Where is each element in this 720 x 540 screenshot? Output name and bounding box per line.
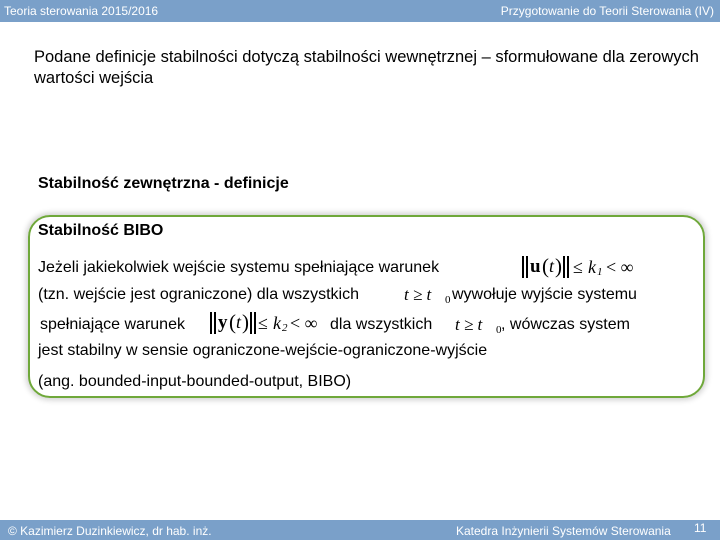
leq-sign: ≤: [258, 313, 268, 333]
norm-bar: [210, 312, 212, 334]
input-symbol: u: [530, 256, 541, 277]
bound-k2-sub: 2: [282, 322, 288, 334]
bound-k1: k: [588, 257, 596, 277]
paren-close: ): [242, 310, 249, 334]
footer-bar: [0, 520, 720, 540]
bibo-line-3b: dla wszystkich: [330, 316, 433, 333]
leq-sign: ≤: [573, 257, 583, 277]
footer-department: Katedra Inżynierii Systemów Sterowania: [456, 524, 671, 538]
t0-subscript: 0: [496, 324, 502, 336]
bibo-line-2a: (tzn. wejście jest ograniczone) dla wszystkich: [38, 286, 360, 303]
norm-bar: [254, 312, 256, 334]
formula-output-bound: [208, 310, 328, 336]
bibo-line-3c: , wówczas system: [501, 316, 630, 333]
formula-time-condition: t ≥ t: [455, 315, 483, 334]
bibo-line-1: Jeżeli jakiekolwiek wejście systemu spełniające warunek: [38, 259, 440, 276]
norm-bar: [522, 256, 524, 278]
time-var: t: [549, 256, 555, 276]
bibo-line-5: (ang. bounded-input-bounded-output, BIBO): [38, 373, 352, 390]
formula-time-condition: t ≥ t: [404, 285, 432, 304]
footer-author: © Kazimierz Duzinkiewicz, dr hab. inż.: [8, 524, 212, 538]
norm-bar: [250, 312, 252, 334]
norm-bar: [526, 256, 528, 278]
paren-open: (: [229, 310, 236, 334]
bibo-line-3a: spełniające warunek: [40, 316, 185, 333]
lecture-title: Przygotowanie do Teorii Sterowania (IV): [500, 4, 714, 18]
norm-bar: [563, 256, 565, 278]
bibo-line-2b: wywołuje wyjście systemu: [452, 286, 637, 303]
header-bar: [0, 0, 720, 22]
bibo-title: Stabilność BIBO: [38, 222, 164, 239]
lt-infinity: < ∞: [606, 257, 634, 277]
formula-input-bound: [520, 254, 640, 280]
t0-subscript: 0: [445, 294, 451, 306]
section-heading-external: Stabilność zewnętrzna - definicje: [38, 175, 289, 192]
norm-bar: [214, 312, 216, 334]
norm-bar: [567, 256, 569, 278]
paren-open: (: [542, 254, 549, 278]
bibo-line-4: jest stabilny w sensie ograniczone-wejście-ograniczone-wyjście: [38, 342, 488, 359]
paren-close: ): [555, 254, 562, 278]
course-title: Teoria sterowania 2015/2016: [4, 4, 159, 18]
lt-infinity: < ∞: [290, 313, 318, 333]
bound-k2: k: [273, 313, 281, 333]
output-symbol: y: [218, 312, 228, 333]
time-var: t: [236, 312, 242, 332]
bound-k1-sub: 1: [597, 266, 603, 278]
bibo-definition-box: [28, 215, 705, 398]
page-number: 11: [694, 521, 707, 535]
intro-text: Podane definicje stabilności dotyczą stabilności wewnętrznej – sformułowane dla zerowych wartości wejścia: [34, 48, 699, 87]
